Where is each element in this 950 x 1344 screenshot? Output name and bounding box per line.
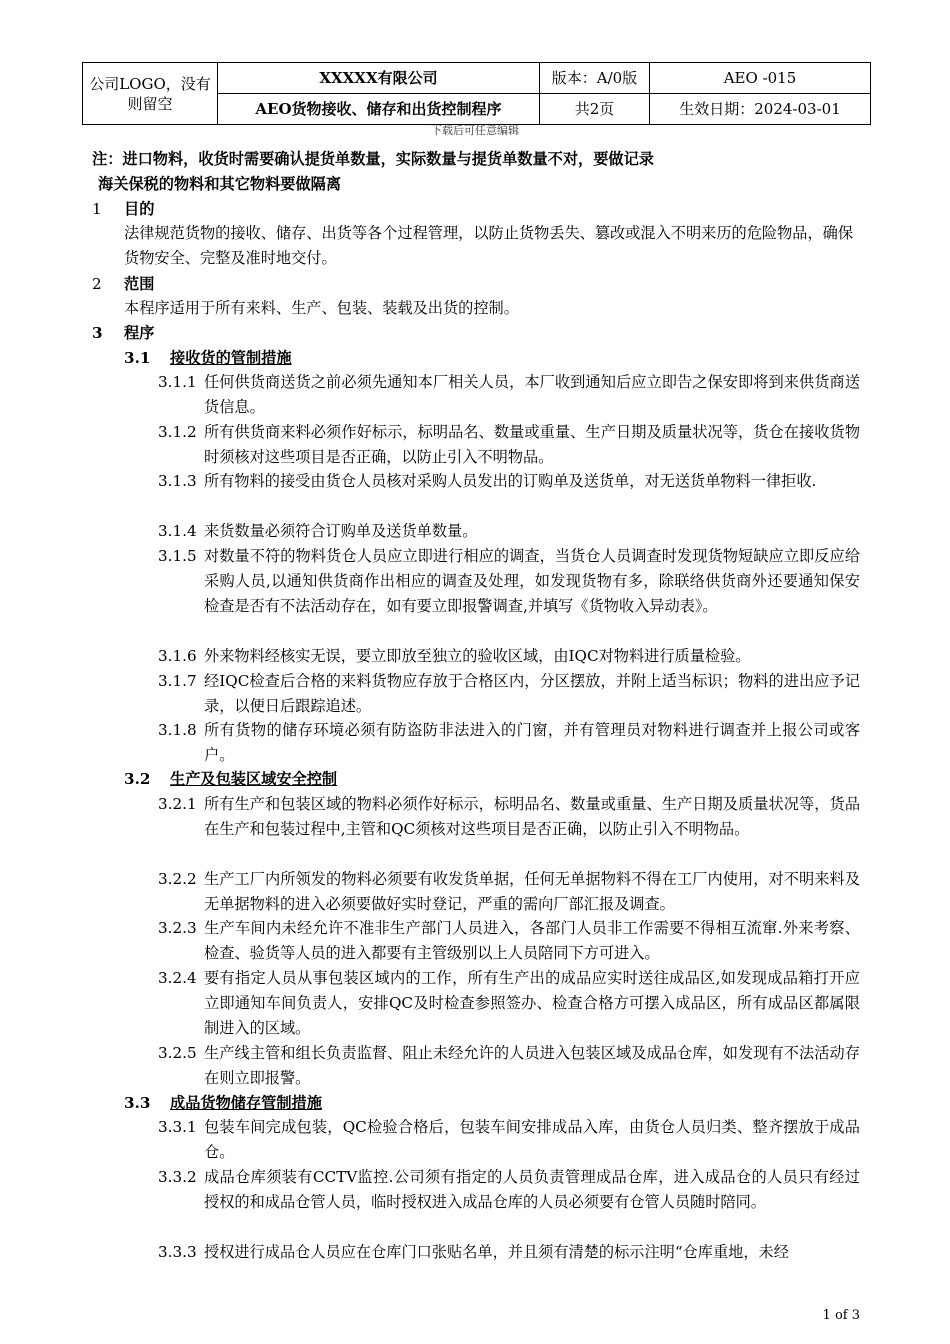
section-title: 目的: [124, 200, 155, 218]
item-text: 生产工厂内所领发的物料必须要有收发货单据，任何无单据物料不得在工厂内使用，对不明来料及无单据物料的进入必须要做好实时登记，严重的需向厂部汇报及调查。: [204, 870, 860, 913]
item-number: 3.3.1: [158, 1118, 197, 1136]
item-number: 3.1.7: [158, 672, 197, 690]
item-text: 所有物料的接受由货仓人员核对采购人员发出的订购单及送货单，对无送货单物料一律拒收.: [204, 472, 817, 490]
note-line-1: 注：进口物料，收货时需要确认提货单数量，实际数量与提货单数量不对，要做记录: [92, 150, 654, 168]
item-text: 所有货物的储存环境必须有防盗防非法进入的门窗，并有管理员对物料进行调查并上报公司或客户。: [204, 721, 860, 764]
item-text: 授权进行成品仓人员应在仓库门口张贴名单，并且须有清楚的标示注明“仓库重地，未经: [204, 1243, 789, 1261]
item-text: 要有指定人员从事包装区域内的工作，所有生产出的成品应实时送往成品区,如发现成品箱打开应立即通知车间负责人，安排QC及时检查参照签办、检查合格方可摆入成品区，所有成品区都属限制进入的区域。: [204, 969, 860, 1037]
item-number: 3.1.8: [158, 721, 197, 739]
item-text: 生产车间内未经允许不准非生产部门人员进入，各部门人员非工作需要不得相互流窜.外来考察、检查、验货等人员的进入都要有主管级别以上人员陪同下方可进入。: [204, 919, 860, 962]
edit-caption: 下载后可任意编辑: [431, 124, 519, 137]
page-count-cell: 共2页: [540, 94, 650, 125]
section-text: 本程序适用于所有来料、生产、包装、装载及出货的控制。: [124, 299, 519, 317]
item-text: 任何供货商送货之前必须先通知本厂相关人员，本厂收到通知后应立即告之保安即将到来供货商送货信息。: [204, 373, 860, 416]
subsection-title: 成品货物储存管制措施: [170, 1094, 322, 1112]
item-text: 所有生产和包装区域的物料必须作好标示，标明品名、数量或重量、生产日期及质量状况等，货品在生产和包装过程中,主管和QC须核对这些项目是否正确，以防止引入不明物品。: [204, 795, 860, 838]
section-number: 3: [92, 324, 103, 342]
subsection-title: 接收货的管制措施: [170, 349, 292, 367]
item-text: 成品仓库须装有CCTV监控.公司须有指定的人员负责管理成品仓库，进入成品仓的人员只有经过授权的和成品仓管人员，临时授权进入成品仓库的人员必须要有仓管人员随时陪同。: [204, 1168, 860, 1211]
subsection-number: 3.3: [124, 1094, 151, 1112]
note-line-2: 海关保税的物料和其它物料要做隔离: [98, 175, 341, 193]
item-number: 3.1.5: [158, 547, 197, 565]
item-number: 3.1.3: [158, 472, 197, 490]
logo-placeholder: 公司LOGO，没有则留空: [83, 63, 218, 125]
section-title: 程序: [124, 324, 155, 342]
item-text: 对数量不符的物料货仓人员应立即进行相应的调查，当货仓人员调查时发现货物短缺应立即反应给采购人员,以通知供货商作出相应的调查及处理，如发现货物有多，除联络供货商外还要通知保安检查是否有不法活动存在，如有要立即报警调查,并填写《货物收入异动表》。: [204, 547, 860, 615]
item-number: 3.1.6: [158, 647, 197, 665]
item-number: 3.2.1: [158, 795, 197, 813]
section-number: 1: [92, 200, 102, 218]
item-number: 3.2.5: [158, 1044, 197, 1062]
subsection-number: 3.2: [124, 770, 151, 788]
item-text: 外来物料经核实无误，要立即放至独立的验收区域，由IQC对物料进行质量检验。: [204, 647, 751, 665]
item-number: 3.2.4: [158, 969, 197, 987]
item-text: 包装车间完成包装，QC检验合格后，包装车间安排成品入库，由货仓人员归类、整齐摆放于成品仓。: [204, 1118, 860, 1161]
subsection-title: 生产及包装区域安全控制: [170, 770, 338, 788]
item-text: 经IQC检查后合格的来料货物应存放于合格区内，分区摆放，并附上适当标识；物料的进出应予记录，以便日后跟踪追述。: [204, 672, 860, 715]
header-table: [82, 62, 871, 125]
item-number: 3.2.2: [158, 870, 197, 888]
item-number: 3.1.1: [158, 373, 197, 391]
item-number: 3.3.2: [158, 1168, 197, 1186]
item-number: 3.1.2: [158, 423, 197, 441]
item-text: 所有供货商来料必须作好标示，标明品名、数量或重量、生产日期及质量状况等，货仓在接收货物时须核对这些项目是否正确，以防止引入不明物品。: [204, 423, 860, 466]
item-number: 3.2.3: [158, 919, 197, 937]
item-text: 生产线主管和组长负责监督、阻止未经允许的人员进入包装区域及成品仓库，如发现有不法活动存在则立即报警。: [204, 1044, 860, 1087]
doc-code-cell: AEO -015: [650, 63, 871, 94]
page-indicator: 1 of 3: [822, 1308, 860, 1323]
section-number: 2: [92, 275, 102, 293]
section-title: 范围: [124, 275, 155, 293]
effective-date-cell: 生效日期：2024-03-01: [650, 94, 871, 125]
company-name: XXXXX有限公司: [218, 63, 540, 94]
item-number: 3.3.3: [158, 1243, 197, 1261]
item-text: 来货数量必须符合订购单及送货单数量。: [204, 522, 478, 540]
document-title: AEO货物接收、储存和出货控制程序: [218, 94, 540, 125]
version-cell: 版本：A/0版: [540, 63, 650, 94]
subsection-number: 3.1: [124, 349, 151, 367]
item-number: 3.1.4: [158, 522, 197, 540]
section-text: 法律规范货物的接收、储存、出货等各个过程管理，以防止货物丢失、篡改或混入不明来历的危险物品，确保货物安全、完整及准时地交付。: [124, 224, 853, 267]
